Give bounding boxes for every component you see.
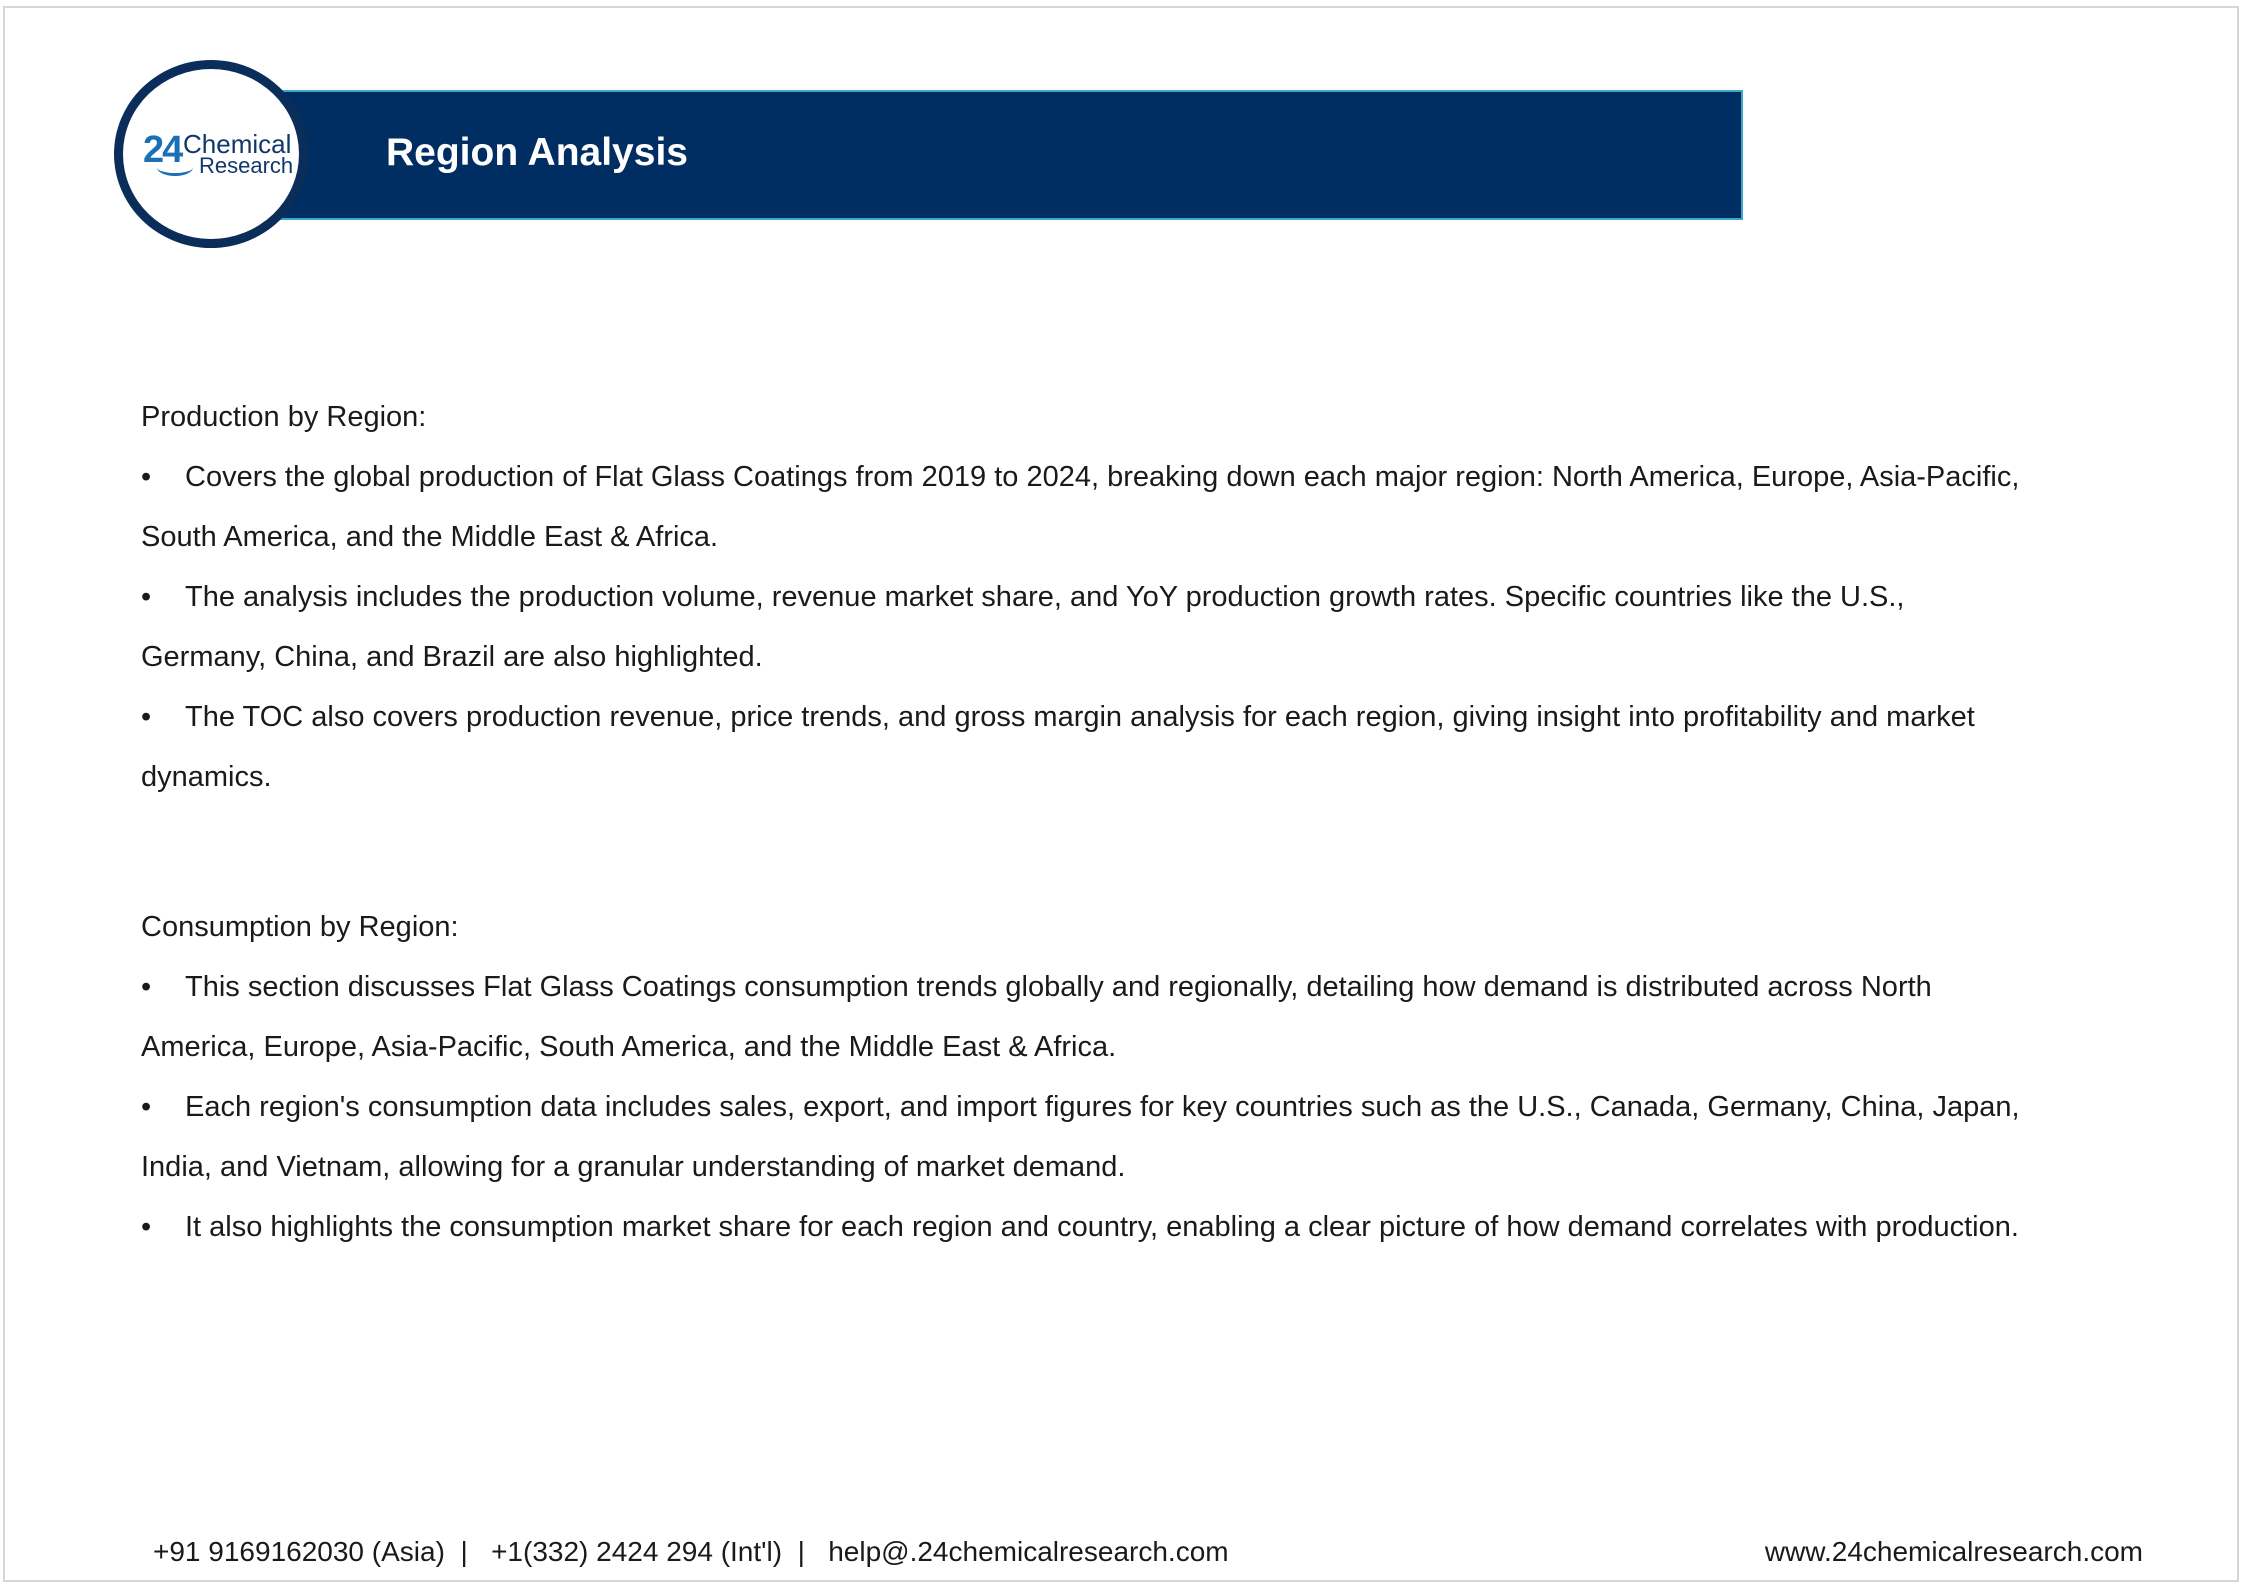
list-item bbox=[141, 957, 2021, 1077]
bullet-text: This section discusses Flat Glass Coatings consumption trends globally and regionally, detailing how demand is distributed across North America, Europe, Asia-Pacific, South America, and the Middle East & Africa. bbox=[141, 971, 1932, 1063]
footer-contact: +91 9169162030 (Asia) | +1(332) 2424 294 (Int'l) | help@.24chemicalresearch.com bbox=[153, 1536, 1229, 1567]
list-item bbox=[141, 447, 2021, 567]
bullet-text: Each region's consumption data includes sales, export, and import figures for key countries such as the U.S., Canada, Germany, China, Japan, India, and Vietnam, allowing for a granular understanding of market demand. bbox=[141, 1091, 2020, 1183]
page-title: Region Analysis bbox=[386, 131, 688, 174]
bullet-icon: • bbox=[141, 701, 152, 733]
bullet-icon: • bbox=[141, 1211, 152, 1243]
bullet-text: The TOC also covers production revenue, price trends, and gross margin analysis for each region, giving insight into profitability and market dynamics. bbox=[141, 701, 1975, 793]
logo-word-chemical: Chemical bbox=[183, 129, 292, 159]
footer-website-link[interactable]: www.24chemicalresearch.com bbox=[1764, 1536, 2143, 1567]
logo-swirl-icon bbox=[157, 159, 193, 176]
section-consumption bbox=[141, 897, 2021, 1257]
bullet-icon: • bbox=[141, 1091, 152, 1123]
list-item bbox=[141, 567, 2021, 687]
section-spacer bbox=[141, 807, 2021, 897]
section-production bbox=[141, 387, 2021, 807]
section-heading: Production by Region: bbox=[141, 401, 427, 433]
list-item bbox=[141, 687, 2021, 807]
company-logo bbox=[114, 60, 308, 248]
bullet-text: The analysis includes the production volume, revenue market share, and YoY production growth rates. Specific countries like the U.S., Germany, China, and Brazil are also highlighted. bbox=[141, 581, 1905, 673]
logo-mark bbox=[137, 131, 297, 191]
bullet-icon: • bbox=[141, 581, 152, 613]
section-heading: Consumption by Region: bbox=[141, 911, 459, 943]
list-item bbox=[141, 1077, 2021, 1197]
main-content bbox=[141, 387, 2021, 1257]
bullet-icon: • bbox=[141, 461, 152, 493]
logo-word-research: Research bbox=[199, 153, 294, 178]
logo-number: 24 bbox=[143, 129, 182, 171]
list-item bbox=[141, 1197, 2021, 1257]
bullet-icon: • bbox=[141, 971, 152, 1003]
bullet-text: It also highlights the consumption market share for each region and country, enabling a clear picture of how demand correlates with production. bbox=[185, 1211, 2019, 1243]
bullet-text: Covers the global production of Flat Glass Coatings from 2019 to 2024, breaking down each major region: North America, Europe, Asia-Pacific, South America, and the Middle East & Africa. bbox=[141, 461, 2020, 553]
